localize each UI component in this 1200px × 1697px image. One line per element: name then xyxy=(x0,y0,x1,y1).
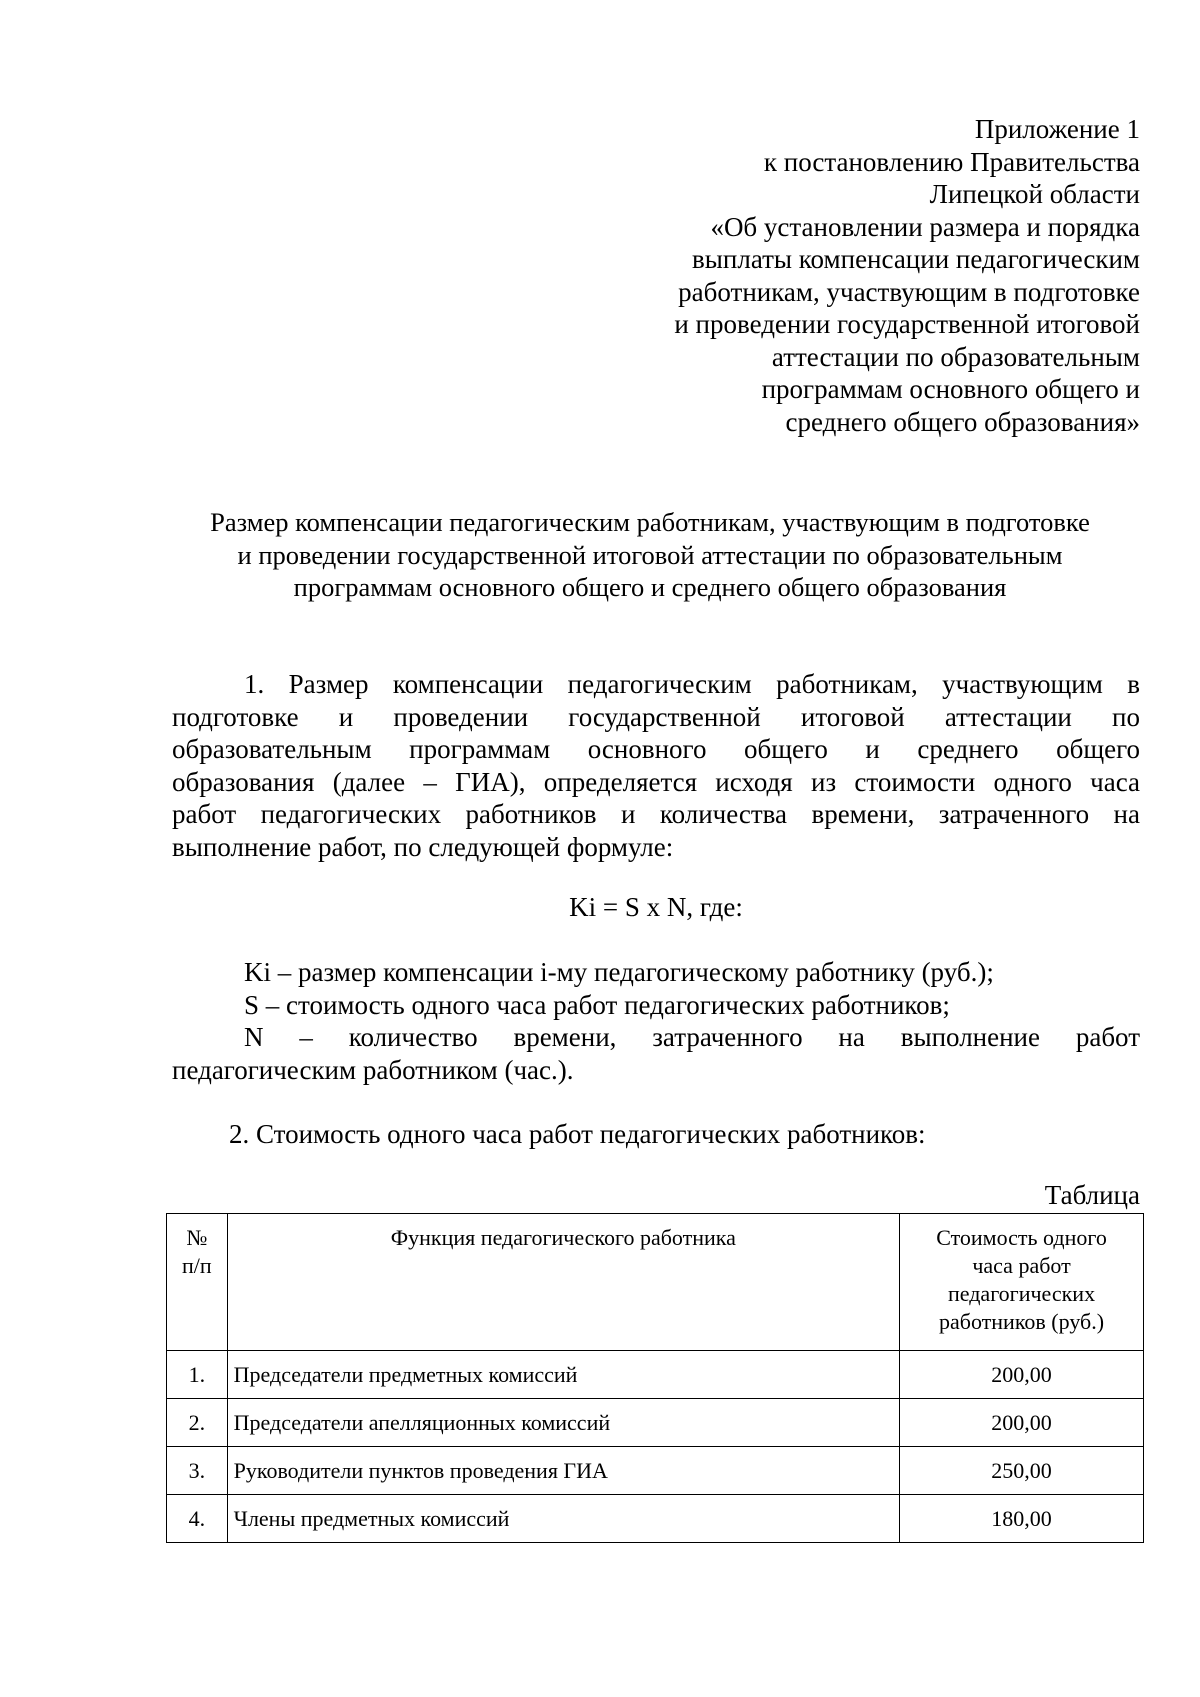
row-number: 1. xyxy=(167,1351,228,1399)
header-cost-line: работников (руб.) xyxy=(939,1309,1105,1334)
appendix-line: Приложение 1 xyxy=(974,114,1140,144)
row-function: Руководители пунктов проведения ГИА xyxy=(227,1447,899,1495)
paragraph-line: выполнение работ, по следующей формуле: xyxy=(172,831,674,862)
paragraph-line: образования (далее – ГИА), определяется исходя из стоимости одного часа xyxy=(172,766,1140,797)
appendix-line: среднего общего образования» xyxy=(785,406,1140,437)
formula-definitions xyxy=(172,956,1140,1086)
appendix-line: аттестации по образовательным xyxy=(771,341,1140,372)
header-cost-line: Стоимость одного xyxy=(936,1225,1107,1250)
appendix-line: программам основного общего и xyxy=(761,374,1140,404)
title-line: и проведении государственной итоговой аттестации по образовательным xyxy=(237,539,1063,570)
header-cost-line: часа работ xyxy=(972,1253,1071,1278)
row-function: Председатели предметных комиссий xyxy=(227,1351,899,1399)
appendix-line: работникам, участвующим в подготовке xyxy=(678,276,1140,307)
appendix-line: Липецкой области xyxy=(929,179,1140,209)
row-function: Председатели апелляционных комиссий xyxy=(227,1399,899,1447)
header-number-line: № xyxy=(186,1225,208,1250)
table-row xyxy=(167,1399,1144,1447)
appendix-header xyxy=(600,113,1140,438)
table-row xyxy=(167,1447,1144,1495)
appendix-line: выплаты компенсации педагогическим xyxy=(692,244,1140,274)
paragraph-1 xyxy=(172,668,1140,863)
row-number: 3. xyxy=(167,1447,228,1495)
header-cost-line: педагогических xyxy=(947,1281,1096,1306)
paragraph-line: 2. Стоимость одного часа работ педагогических работников: xyxy=(229,1119,926,1149)
header-number-line: п/п xyxy=(181,1253,212,1278)
appendix-line: «Об установлении размера и порядка xyxy=(710,211,1140,242)
document-title xyxy=(170,506,1130,604)
paragraph-line: работ педагогических работников и количества времени, затраченного на xyxy=(172,799,1140,829)
row-cost: 180,00 xyxy=(900,1495,1144,1543)
appendix-line: и проведении государственной итоговой xyxy=(674,309,1140,339)
paragraph-line: 1. Размер компенсации педагогическим работникам, участвующим в xyxy=(244,669,1140,699)
row-cost: 200,00 xyxy=(900,1399,1144,1447)
row-function: Члены предметных комиссий xyxy=(227,1495,899,1543)
definition-n: N – количество времени, затраченного на выполнение работ xyxy=(244,1022,1140,1052)
title-line: программам основного общего и среднего общего образования xyxy=(293,572,1007,602)
row-number: 2. xyxy=(167,1399,228,1447)
header-cost xyxy=(900,1214,1144,1351)
table-row xyxy=(167,1495,1144,1543)
definition-s: S – стоимость одного часа работ педагогических работников; xyxy=(244,989,950,1020)
paragraph-line: образовательным программам основного общего и среднего общего xyxy=(172,734,1140,764)
definition-ki: Ki – размер компенсации i-му педагогическому работнику (руб.); xyxy=(244,957,994,987)
compensation-formula: Ki = S x N, где: xyxy=(569,892,743,922)
appendix-line: к постановлению Правительства xyxy=(763,146,1140,177)
header-number xyxy=(167,1214,228,1351)
price-table xyxy=(166,1213,1144,1543)
table-caption: Таблица xyxy=(1044,1180,1140,1210)
row-cost: 250,00 xyxy=(900,1447,1144,1495)
title-line: Размер компенсации педагогическим работникам, участвующим в подготовке xyxy=(210,507,1090,537)
header-function: Функция педагогического работника xyxy=(227,1214,899,1351)
row-number: 4. xyxy=(167,1495,228,1543)
definition-n-continued: педагогическим работником (час.). xyxy=(172,1054,574,1085)
table-header-row xyxy=(167,1214,1144,1351)
paragraph-line: подготовке и проведении государственной итоговой аттестации по xyxy=(172,701,1140,732)
paragraph-2 xyxy=(172,1118,1140,1151)
table-row xyxy=(167,1351,1144,1399)
row-cost: 200,00 xyxy=(900,1351,1144,1399)
